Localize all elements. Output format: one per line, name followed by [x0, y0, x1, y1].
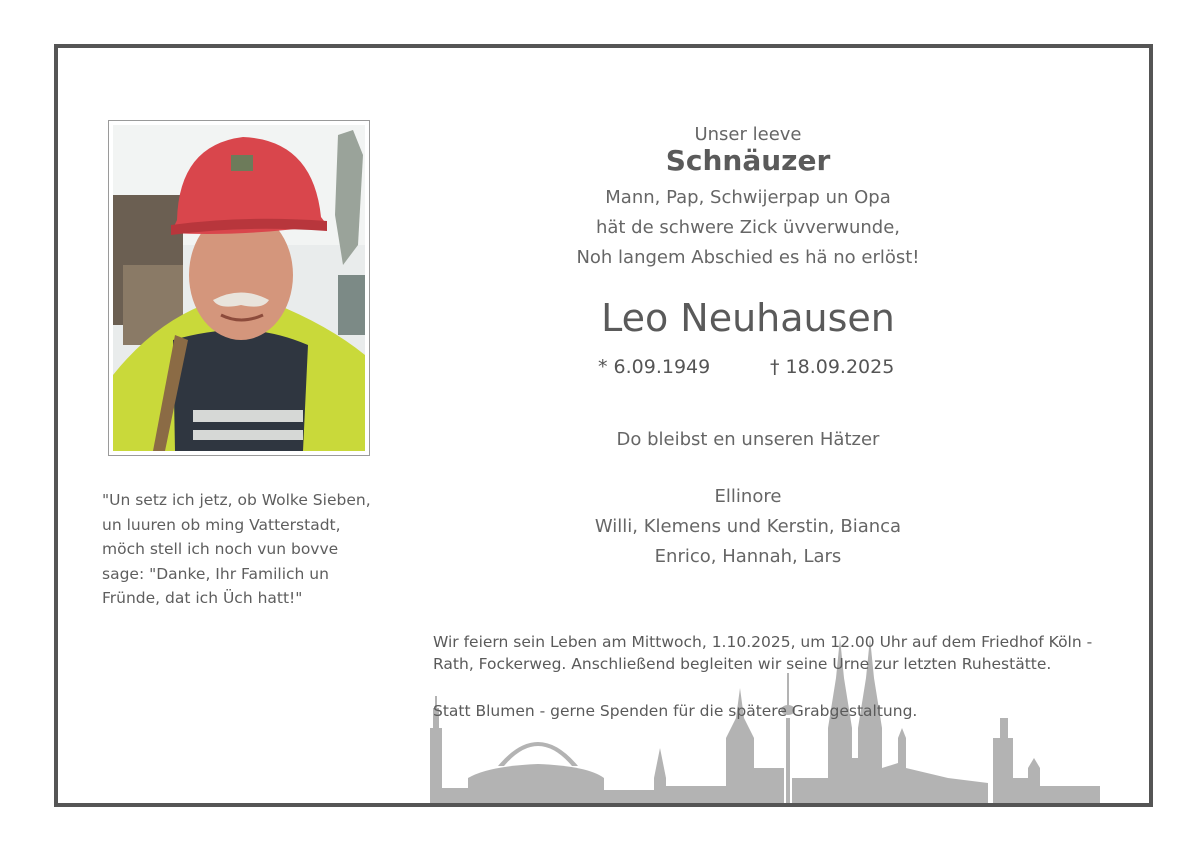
verse-line: hät de schwere Zick üvverwunde, [595, 217, 901, 238]
family-line: Enrico, Hannah, Lars [654, 546, 842, 567]
funeral-details: Wir feiern sein Leben am Mittwoch, 1.10.2025, um 12.00 Uhr auf dem Friedhof Köln - Rath, Fockerweg. Anschließend begleiten wir seine Urne zur letzten Ruhestätte. [433, 633, 1093, 673]
birth-date: * 6.09.1949 [598, 356, 711, 378]
verse-line: Noh langem Abschied es hä no erlöst! [576, 247, 920, 268]
donation-note: Statt Blumen - gerne Spenden für die spätere Grabgestaltung. [433, 702, 918, 720]
portrait-frame [108, 120, 370, 456]
family-list [498, 482, 998, 572]
verse [498, 183, 998, 273]
deceased-name: Leo Neuhausen [601, 296, 895, 340]
nickname: Schnäuzer [665, 144, 831, 177]
verse-line: Mann, Pap, Schwijerpap un Opa [605, 187, 891, 208]
death-date: † 18.09.2025 [770, 356, 895, 378]
quote-text: "Un setz ich jetz, ob Wolke Sieben, un luuren ob ming Vatterstadt, möch stell ich noch vun bovve sage: "Danke, Ihr Familich un Fründe, dat ich Üch hatt!" [102, 491, 371, 607]
family-line: Ellinore [714, 486, 782, 507]
obituary-card [54, 44, 1153, 807]
portrait-photo [113, 125, 365, 451]
motto-text: Do bleibst en unseren Hätzer [616, 429, 880, 450]
family-line: Willi, Klemens und Kerstin, Bianca [594, 516, 902, 537]
intro-text: Unser leeve [694, 124, 802, 145]
